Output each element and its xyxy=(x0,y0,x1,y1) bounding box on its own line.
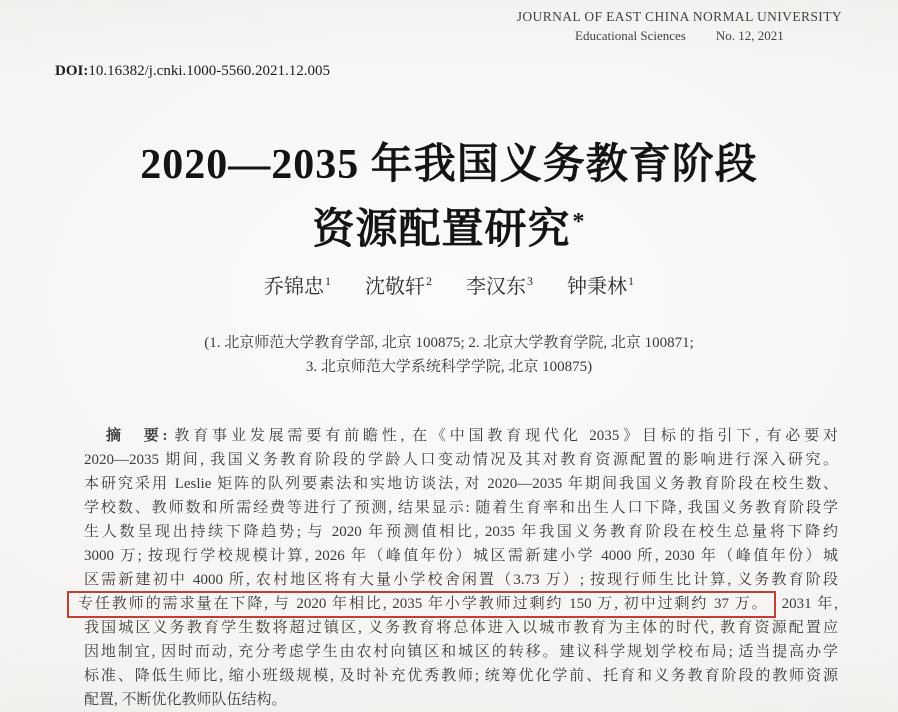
author-1 xyxy=(264,270,331,299)
author-4-name: 钟秉林 xyxy=(567,276,627,298)
author-1-superscript: 1 xyxy=(325,274,331,289)
journal-name: JOURNAL OF EAST CHINA NORMAL UNIVERSITY xyxy=(516,9,842,24)
abstract-line-10: 因地制宜, 因时而动, 充分考虑学生由农村向镇区和城区的转移。建议科学规划学校布局; 适当提高办学 xyxy=(84,644,838,660)
paper-title xyxy=(0,137,898,259)
abstract-line-12: 配置, 不断优化教师队伍结构。 xyxy=(84,692,287,708)
author-1-name: 乔锦忠 xyxy=(264,276,324,298)
abstract-line-6: 3000 万; 按现行学校规模计算, 2026 年（峰值年份）城区需新建小学 4000 所, 2030 年（峰值年份）城 xyxy=(84,548,838,564)
abstract-line-1 xyxy=(84,424,838,448)
author-2-name: 沈敬轩 xyxy=(365,276,425,298)
abstract-line-9: 我国城区义务教育学生数将超过镇区, 义务教育将总体进入以城市教育为主体的时代, 教育资源配置应 xyxy=(84,620,838,636)
abstract-line-8 xyxy=(78,592,838,616)
abstract-line-2: 2020—2035 期间, 我国义务教育阶段的学龄人口变动情况及其对教育资源配置的影响进行深入研究。 xyxy=(84,452,838,468)
authors-line xyxy=(0,270,898,299)
author-2-superscript: 2 xyxy=(426,274,432,289)
author-4 xyxy=(567,270,634,299)
highlight-box-text: 专任教师的需求量在下降, 与 2020 年相比, 2035 年小学教师过剩约 150 万, 初中过剩约 37 万。 xyxy=(67,591,776,618)
title-line-2-text: 资源配置研究 xyxy=(312,207,571,253)
abstract-line-8-after: 2031 年, xyxy=(781,596,838,612)
doi-value: 10.16382/j.cnki.1000-5560.2021.12.005 xyxy=(88,63,330,79)
author-4-superscript: 1 xyxy=(628,274,634,289)
abstract-line-7: 区需新建初中 4000 所, 农村地区将有大量小学校舍闲置（3.73 万）; 按现行师生比计算, 义务教育阶段 xyxy=(84,572,838,588)
abstract-line-1-text: 教育事业发展需要有前瞻性, 在《中国教育现代化 2035》目标的指引下, 有必要对 xyxy=(170,428,838,444)
doi-label: DOI: xyxy=(55,63,89,79)
author-2 xyxy=(365,270,432,299)
abstract-label: 摘 要: xyxy=(106,428,168,444)
abstract-section xyxy=(78,424,838,712)
journal-subtitle: Educational Sciences xyxy=(575,28,686,43)
author-3-superscript: 3 xyxy=(527,274,533,289)
affiliation-line-1: (1. 北京师范大学教育学部, 北京 100875; 2. 北京大学教育学院, 北京 100871; xyxy=(204,335,694,351)
abstract-line-5: 生人数呈现出持续下降趋势; 与 2020 年预测值相比, 2035 年我国义务教育阶段在校生总量将下降约 xyxy=(84,524,838,540)
journal-subtitle-line xyxy=(517,28,842,44)
title-line-2 xyxy=(0,194,898,259)
author-3-name: 李汉东 xyxy=(466,276,526,298)
doi-line xyxy=(55,63,330,80)
abstract-line-3: 本研究采用 Leslie 矩阵的队列要素法和实地访谈法, 对 2020—2035 年期间我国义务教育阶段在校生数、 xyxy=(84,476,838,492)
affiliations xyxy=(0,331,898,379)
abstract-line-11: 标准、降低生师比, 缩小班级规模, 及时补充优秀教师; 统筹优化学前、托育和义务教育阶段的教师资源 xyxy=(84,668,838,684)
journal-issue: No. 12, 2021 xyxy=(715,28,784,43)
abstract-line-4: 学校数、教师数和所需经费等进行了预测, 结果显示: 随着生育率和出生人口下降, 我国义务教育阶段学 xyxy=(84,500,838,516)
title-footnote-asterisk: * xyxy=(572,209,586,235)
title-line-1: 2020—2035 年我国义务教育阶段 xyxy=(140,142,758,188)
author-3 xyxy=(466,270,533,299)
affiliation-line-2: 3. 北京师范大学系统科学学院, 北京 100875) xyxy=(305,359,593,375)
journal-header xyxy=(517,9,842,44)
